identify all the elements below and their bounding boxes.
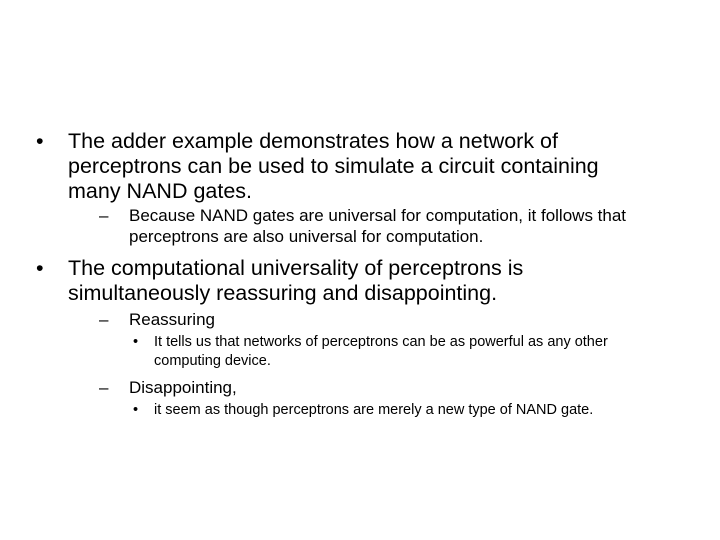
sub-bullet-text: Because NAND gates are universal for computation, it follows that perceptrons are also universal for computation. — [129, 206, 627, 246]
sub-sub-bullet-text: It tells us that networks of perceptrons can be as powerful as any other computing device. — [154, 334, 608, 369]
bullet-marker: • — [36, 256, 44, 280]
sub-sub-bullet-nand-gate — [131, 401, 691, 420]
dash-marker: – — [99, 310, 109, 329]
sub-sub-bullet-powerful — [131, 333, 671, 371]
bullet-marker: • — [36, 129, 44, 153]
dash-marker: – — [99, 378, 109, 397]
sub-bullet-nand-universal — [99, 205, 674, 247]
bullet-text: The adder example demonstrates how a network of perceptrons can be used to simulate a circuit containing many NAND gates. — [68, 129, 599, 203]
sub-bullet-reassuring — [99, 309, 674, 330]
sub-bullet-disappointing — [99, 377, 674, 398]
dash-marker: – — [99, 206, 109, 225]
bullet-adder-example — [32, 129, 652, 204]
sub-sub-bullet-text: it seem as though perceptrons are merely a new type of NAND gate. — [154, 402, 594, 418]
bullet-text: The computational universality of perceptrons is simultaneously reassuring and disappointing. — [68, 256, 524, 305]
bullet-marker: • — [133, 402, 139, 418]
sub-bullet-text: Disappointing, — [129, 378, 237, 397]
sub-bullet-text: Reassuring — [129, 310, 215, 329]
bullet-marker: • — [133, 334, 139, 350]
bullet-computational-universality — [32, 256, 652, 306]
